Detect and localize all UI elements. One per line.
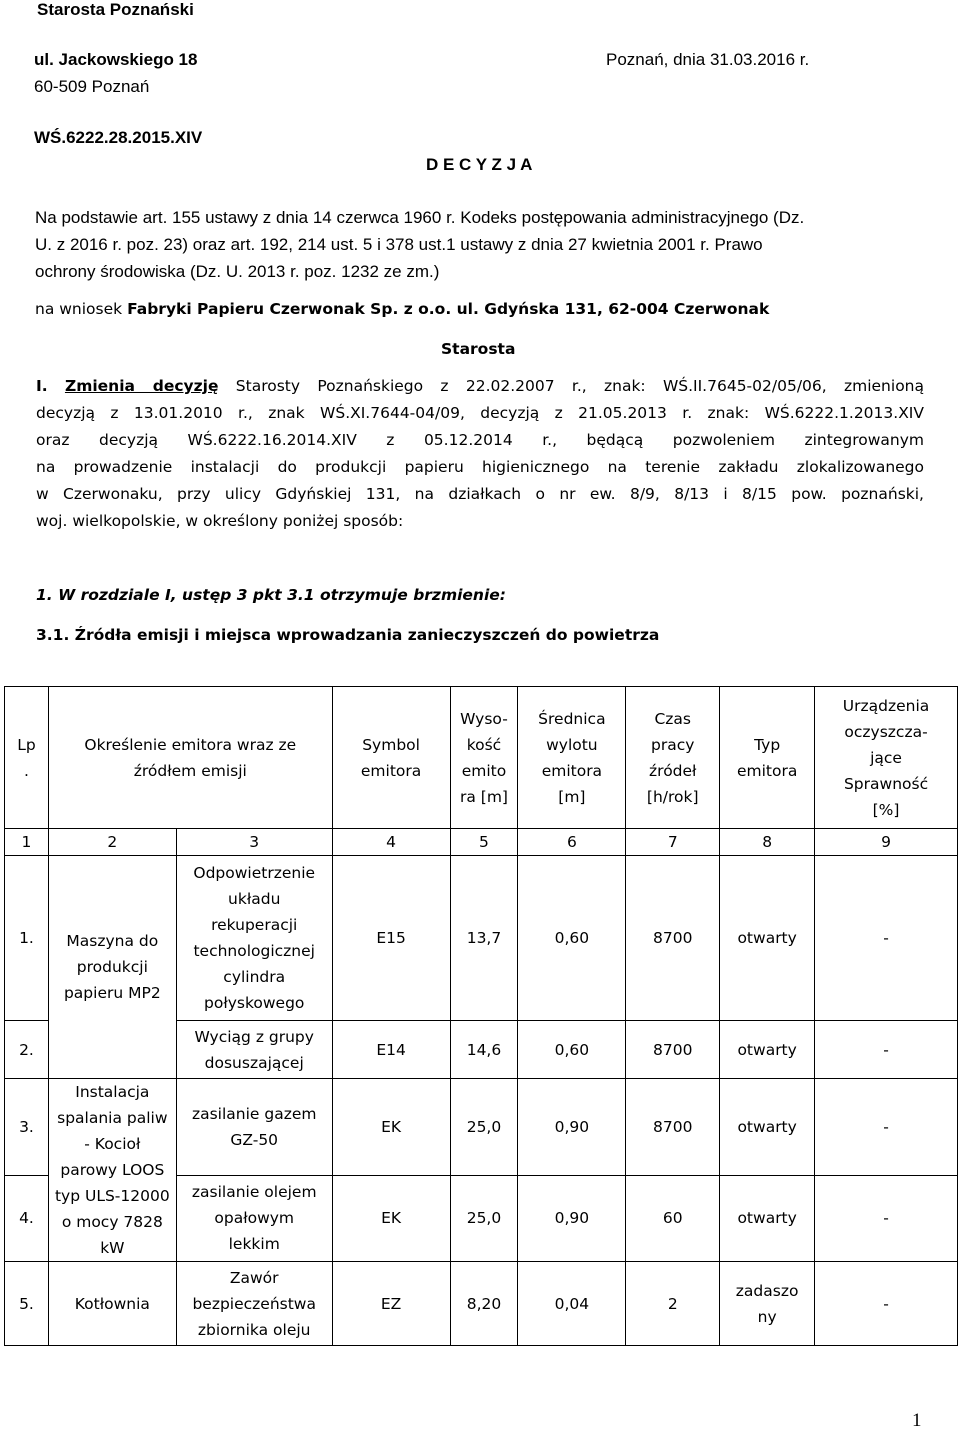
- row-diameter: 0,60: [518, 856, 626, 1021]
- row-lp: 2.: [5, 1021, 49, 1079]
- decider-heading: Starosta: [441, 340, 516, 358]
- row-lp: 3.: [5, 1079, 49, 1176]
- row-device: -: [815, 1021, 958, 1079]
- column-number: 5: [450, 829, 518, 856]
- source-group: Kotłownia: [48, 1262, 176, 1346]
- applicant-prefix: na wniosek: [35, 300, 128, 318]
- row-hours: 8700: [626, 1021, 720, 1079]
- header-type: Typ emitora: [720, 687, 815, 829]
- legal-basis-line-1: Na podstawie art. 155 ustawy z dnia 14 czerwca 1960 r. Kodeks postępowania administracyjnego (Dz.: [35, 208, 805, 227]
- row-height: 14,6: [450, 1021, 518, 1079]
- row-device: -: [815, 1262, 958, 1346]
- legal-basis-line-2: U. z 2016 r. poz. 23) oraz art. 192, 214 ust. 5 i 378 ust.1 ustawy z dnia 27 kwietnia 2001 r. Prawo: [35, 235, 763, 254]
- row-type: otwarty: [720, 1079, 815, 1176]
- row-diameter: 0,90: [518, 1175, 626, 1261]
- column-number: 9: [815, 829, 958, 856]
- row-lp: 1.: [5, 856, 49, 1021]
- row-type: otwarty: [720, 856, 815, 1021]
- row-hours: 2: [626, 1262, 720, 1346]
- column-number: 1: [5, 829, 49, 856]
- row-type: otwarty: [720, 1021, 815, 1079]
- row-height: 25,0: [450, 1175, 518, 1261]
- column-number: 2: [48, 829, 176, 856]
- row-symbol: EK: [332, 1079, 450, 1176]
- header-symbol: Symbol emitora: [332, 687, 450, 829]
- issuing-authority: Starosta Poznański: [37, 0, 194, 19]
- row-symbol: EK: [332, 1175, 450, 1261]
- address-city: 60-509 Poznań: [34, 77, 150, 96]
- column-number: 6: [518, 829, 626, 856]
- decision-line-6: woj. wielkopolskie, w określony poniżej sposób:: [36, 512, 404, 530]
- decision-line-4: na prowadzenie instalacji do produkcji papieru higienicznego na terenie zakładu zlokalizowanego: [36, 458, 924, 476]
- row-hours: 8700: [626, 1079, 720, 1176]
- decision-action: Zmienia decyzję: [64, 377, 219, 395]
- row-hours: 60: [626, 1175, 720, 1261]
- document-date: Poznań, dnia 31.03.2016 r.: [606, 50, 810, 69]
- decision-line-3: oraz decyzją WŚ.6222.16.2014.XIV z 05.12.2014 r., będącą pozwoleniem zintegrowanym: [36, 431, 924, 449]
- row-diameter: 0,90: [518, 1079, 626, 1176]
- decision-numeral: I.: [36, 377, 48, 395]
- row-symbol: E15: [332, 856, 450, 1021]
- table-row: [5, 1079, 958, 1176]
- source-group: Maszyna do produkcji papieru MP2: [48, 856, 176, 1079]
- header-source: Określenie emitora wraz ze źródłem emisji: [48, 687, 332, 829]
- row-hours: 8700: [626, 856, 720, 1021]
- table-row: [5, 1262, 958, 1346]
- row-symbol: E14: [332, 1021, 450, 1079]
- legal-basis-line-3: ochrony środowiska (Dz. U. 2013 r. poz. 1232 ze zm.): [35, 262, 440, 281]
- emission-sources-table: [4, 686, 958, 1346]
- column-number: 3: [176, 829, 332, 856]
- row-height: 8,20: [450, 1262, 518, 1346]
- row-diameter: 0,60: [518, 1021, 626, 1079]
- row-device: -: [815, 1175, 958, 1261]
- header-lp: Lp .: [5, 687, 49, 829]
- column-number: 8: [720, 829, 815, 856]
- document-title: D E C Y Z J A: [426, 155, 533, 174]
- header-hours: Czas pracy źródeł [h/rok]: [626, 687, 720, 829]
- section-subheading: 3.1. Źródła emisji i miejsca wprowadzania zanieczyszczeń do powietrza: [36, 626, 660, 644]
- row-device: -: [815, 1079, 958, 1176]
- table-row: [5, 856, 958, 1021]
- decision-line-5: w Czerwonaku, przy ulicy Gdyńskiej 131, na działkach o nr ew. 8/9, 8/13 i 8/15 pow. poznański,: [36, 485, 924, 503]
- row-source: zasilanie olejem opałowym lekkim: [176, 1175, 332, 1261]
- row-height: 25,0: [450, 1079, 518, 1176]
- table-header-row: [5, 687, 958, 829]
- section-heading: 1. W rozdziale I, ustęp 3 pkt 3.1 otrzymuje brzmienie:: [36, 586, 506, 604]
- row-source: zasilanie gazem GZ-50: [176, 1079, 332, 1176]
- address-street: ul. Jackowskiego 18: [34, 50, 198, 69]
- decision-line-2: decyzją z 13.01.2010 r., znak WŚ.XI.7644-04/09, decyzją z 21.05.2013 r. znak: WŚ.6222.1.2013.XIV: [36, 404, 924, 422]
- column-number-row: [5, 829, 958, 856]
- row-diameter: 0,04: [518, 1262, 626, 1346]
- column-number: 4: [332, 829, 450, 856]
- source-group: Instalacja spalania paliw - Kocioł parowy LOOS typ ULS-12000 o mocy 7828 kW: [48, 1079, 176, 1262]
- row-source: Odpowietrzenie układu rekuperacji technologicznej cylindra połyskowego: [176, 856, 332, 1021]
- row-lp: 4.: [5, 1175, 49, 1261]
- row-type: zadaszo ny: [720, 1262, 815, 1346]
- row-device: -: [815, 856, 958, 1021]
- applicant-name: Fabryki Papieru Czerwonak Sp. z o.o. ul. Gdyńska 131, 62-004 Czerwonak: [127, 300, 770, 318]
- decision-line-1: [36, 377, 924, 395]
- row-lp: 5.: [5, 1262, 49, 1346]
- header-diameter: Średnica wylotu emitora [m]: [518, 687, 626, 829]
- header-height: Wyso- kość emito ra [m]: [450, 687, 518, 829]
- row-type: otwarty: [720, 1175, 815, 1261]
- row-source: Zawór bezpieczeństwa zbiornika oleju: [176, 1262, 332, 1346]
- applicant-line: [35, 300, 769, 318]
- row-height: 13,7: [450, 856, 518, 1021]
- reference-number: WŚ.6222.28.2015.XIV: [34, 128, 203, 147]
- decision-line-1-rest: Starosty Poznańskiego z 22.02.2007 r., znak: WŚ.II.7645-02/05/06, zmienioną: [218, 377, 924, 395]
- page-number: 1: [912, 1410, 922, 1431]
- row-symbol: EZ: [332, 1262, 450, 1346]
- column-number: 7: [626, 829, 720, 856]
- header-device: Urządzenia oczyszcza- jące Sprawność [%]: [815, 687, 958, 829]
- row-source: Wyciąg z grupy dosuszającej: [176, 1021, 332, 1079]
